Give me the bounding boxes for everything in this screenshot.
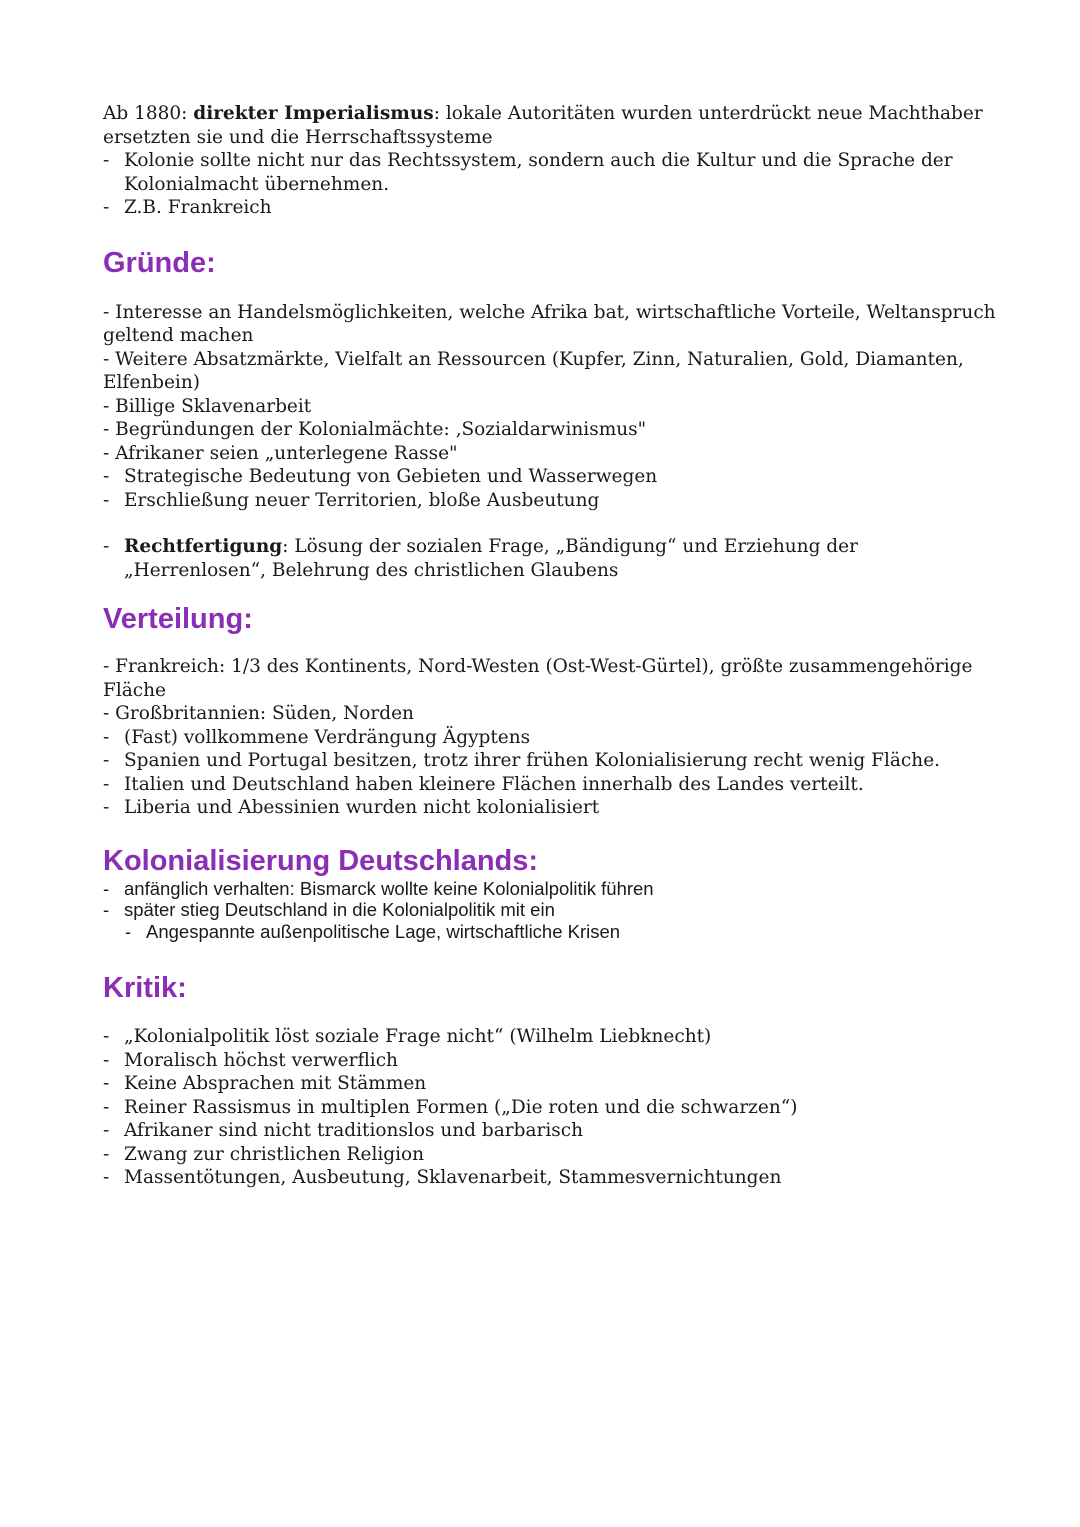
list-item: - Zwang zur christlichen Religion [103, 1143, 425, 1165]
kritik-section [103, 1025, 1003, 1190]
list-item: - Großbritannien: Süden, Norden [103, 703, 414, 724]
list-item: - Moralisch höchst verwerflich [103, 1049, 398, 1071]
list-item: - Liberia und Abessinien wurden nicht kolonialisiert [103, 797, 600, 818]
intro-lead-prefix: Ab 1880: [103, 103, 194, 124]
heading-gruende: Gründe: [103, 246, 216, 279]
intro-paragraph [103, 102, 1003, 149]
document-page [103, 102, 1003, 1190]
list-item: - anfänglich verhalten: Bismarck wollte keine Kolonialpolitik führen [103, 877, 654, 899]
list-item: - Erschließung neuer Territorien, bloße Ausbeutung [103, 489, 600, 511]
list-item: - Keine Absprachen mit Stämmen [103, 1073, 427, 1094]
list-item: - Reiner Rassismus in multiplen Formen („Die roten und die schwarzen“) [103, 1096, 798, 1118]
list-item: - Afrikaner seien „unterlegene Rasse" [103, 442, 458, 464]
list-item: - Interesse an Handelsmöglichkeiten, welche Afrika bat, wirtschaftliche Vorteile, Weltanspruch geltend machen [103, 301, 996, 346]
intro-lead-bold: direkter Imperialismus [193, 103, 434, 124]
heading-verteilung: Verteilung: [103, 603, 253, 635]
list-item: - Z.B. Frankreich [103, 197, 272, 218]
list-item: - Massentötungen, Ausbeutung, Sklavenarbeit, Stammesvernichtungen [103, 1167, 782, 1188]
list-item: - Frankreich: 1/3 des Kontinents, Nord-Westen (Ost-West-Gürtel), größte zusammengehörige Fläche [103, 656, 973, 701]
intro-lead-rest: : lokale Autoritäten wurden unterdrückt neue Machthaber ersetzten sie und die Herrschaftssysteme [103, 103, 983, 148]
justification-item: - Rechtfertigung: Lösung der sozialen Frage, „Bändigung“ und Erziehung der „Herrenlosen“, Belehrung des christlichen Glaubens [103, 536, 858, 581]
deutschland-section [103, 878, 1003, 943]
list-item: - später stieg Deutschland in die Kolonialpolitik mit ein [103, 899, 555, 920]
justification-label: Rechtfertigung [124, 536, 283, 557]
list-item: - Spanien und Portugal besitzen, trotz ihrer frühen Kolonialisierung recht wenig Fläche. [103, 750, 941, 771]
list-item: - Angespannte außenpolitische Lage, wirtschaftliche Krisen [125, 920, 621, 942]
justification-text: : Lösung der sozialen Frage, „Bändigung“ und Erziehung der „Herrenlosen“, Belehrung des christlichen Glaubens [124, 536, 858, 581]
list-item: - Billige Sklavenarbeit [103, 395, 312, 417]
list-item: - Begründungen der Kolonialmächte: ‚Sozialdarwinismus" [103, 419, 647, 440]
heading-deutschland: Kolonialisierung Deutschlands: [103, 844, 539, 877]
list-item: - Italien und Deutschland haben kleinere Flächen innerhalb des Landes verteilt. [103, 773, 864, 795]
heading-kritik: Kritik: [103, 972, 187, 1004]
list-item: - Weitere Absatzmärkte, Vielfalt an Ressourcen (Kupfer, Zinn, Naturalien, Gold, Diamanten, Elfenbein) [103, 348, 964, 393]
gruende-section [103, 301, 1003, 583]
list-item: - „Kolonialpolitik löst soziale Frage nicht“ (Wilhelm Liebknecht) [103, 1026, 712, 1047]
verteilung-section [103, 655, 1003, 820]
list-item: - Kolonie sollte nicht nur das Rechtssystem, sondern auch die Kultur und die Sprache der Kolonialmacht übernehmen. [103, 150, 953, 195]
list-item: - (Fast) vollkommene Verdrängung Ägyptens [103, 726, 531, 748]
list-item: - Afrikaner sind nicht traditionslos und barbarisch [103, 1120, 584, 1141]
list-item: - Strategische Bedeutung von Gebieten und Wasserwegen [103, 466, 658, 487]
intro-section [103, 102, 1003, 220]
